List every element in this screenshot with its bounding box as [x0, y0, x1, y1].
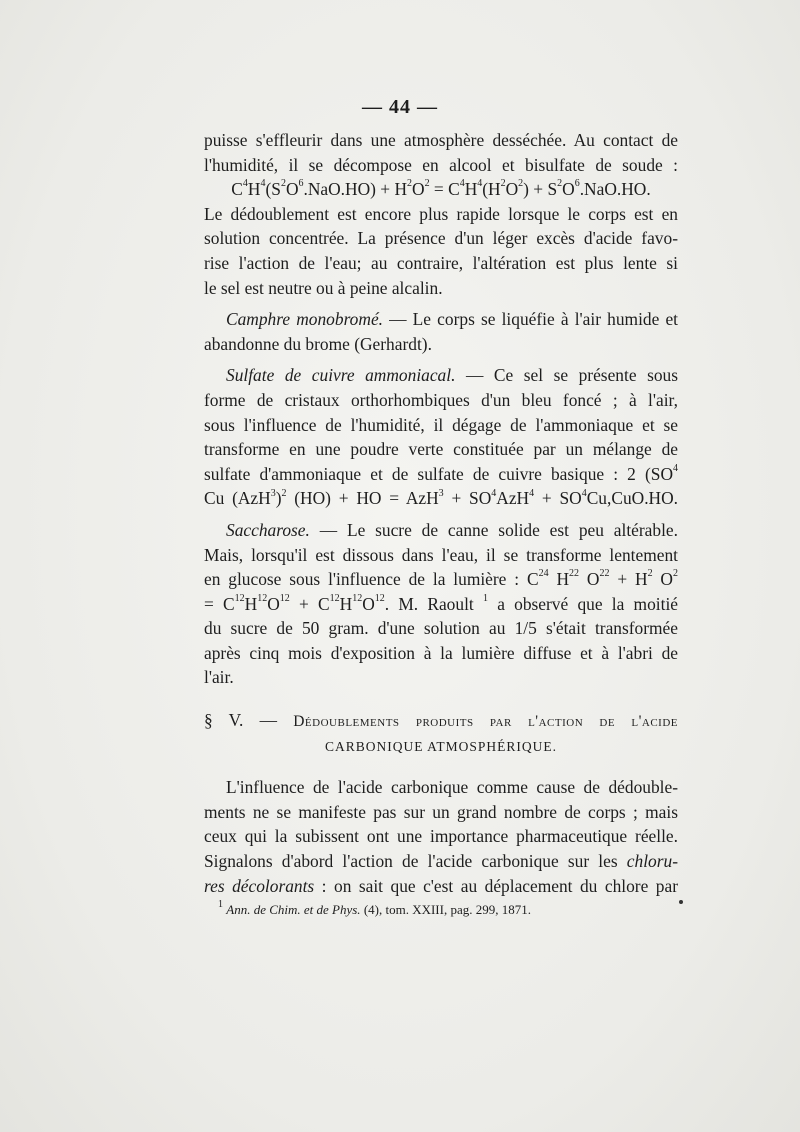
text-line: Camphre monobromé. — Le corps se liquéfie à l'air humide et	[226, 309, 679, 330]
ink-speck	[679, 900, 683, 904]
heading-gap	[204, 757, 678, 775]
text-line: Le dédoublement est encore plus rapide lorsque le corps est en	[204, 203, 678, 224]
footnote: $^1$ Ann. de Chim. et de Phys. (4), tom. XXIII, pag. 299, 1871.	[218, 898, 531, 917]
text-line: transforme en une poudre verte constituée par un mélange de	[204, 439, 678, 460]
paragraph-gap	[204, 300, 678, 307]
text-line: CARBONIQUE ATMOSPHÉRIQUE.	[324, 738, 557, 754]
text-line: abandonne du brome (Gerhardt).	[204, 333, 432, 354]
text-line: solution concentrée. La présence d'un léger excès d'acide favo-	[204, 228, 678, 249]
text-line: rise l'action de l'eau; au contraire, l'altération est plus lente si	[204, 252, 678, 273]
body-text	[204, 128, 678, 898]
text-line: res décolorants : on sait que c'est au déplacement du chlore par	[204, 875, 678, 896]
text-line: l'air.	[204, 667, 234, 688]
text-line: L'influence de l'acide carbonique comme cause de dédouble-	[226, 777, 678, 798]
text-line: forme de cristaux orthorhombiques d'un bleu foncé ; à l'air,	[204, 389, 678, 410]
text-line: après cinq mois d'exposition à la lumière diffuse et à l'abri de	[204, 642, 678, 663]
heading-gap	[204, 690, 678, 708]
text-line: Mais, lorsqu'il est dissous dans l'eau, il se transforme lentement	[204, 544, 678, 565]
text-line: Saccharose. — Le sucre de canne solide est peu altérable.	[226, 519, 678, 540]
text-line: $C^4H^4(S^2O^6.NaO.HO) + H^2O^2 = C^4H^4(H^2O^2) + S^2O^6.NaO.HO$.	[231, 178, 651, 200]
text-line: sous l'influence de l'humidité, il dégage de l'ammoniaque et se	[204, 414, 678, 435]
text-line: Cu $(AzH^3)^2$ (HO) + HO = $AzH^3 + SO^4AzH^4 + SO^4Cu,CuO.HO$.	[204, 487, 679, 509]
text-line: en glucose sous l'influence de la lumière : $C^{24}$ $H^{22}$ $O^{22} + H^2$ $O^2$	[204, 568, 678, 590]
text-line: le sel est neutre ou à peine alcalin.	[204, 277, 443, 298]
text-line: § V. — Dédoublements produits par l'action de l'acide	[204, 710, 678, 731]
page-number: — 44 —	[362, 96, 438, 118]
text-line: = $C^{12}H^{12}O^{12} + C^{12}H^{12}O^{12}$. M. Raoult $^1$ a observé que la moitié	[204, 592, 678, 614]
text-line: ments ne se manifeste pas sur un grand nombre de corps ; mais	[204, 801, 678, 822]
text-line: l'humidité, il se décompose en alcool et bisulfate de soude :	[204, 154, 678, 175]
text-line: Signalons d'abord l'action de l'acide carbonique sur les chloru-	[204, 851, 678, 872]
paragraph-gap	[204, 511, 678, 518]
text-line: Sulfate de cuivre ammoniacal. — Ce sel se présente sous	[226, 365, 678, 386]
text-line: sulfate d'ammoniaque et de sulfate de cuivre basique : 2 ($SO^4$	[204, 462, 678, 484]
text-line: du sucre de 50 gram. d'une solution au 1/5 s'était transformée	[204, 618, 678, 639]
text-line: ceux qui la subissent ont une importance pharmaceutique réelle.	[204, 826, 678, 847]
paragraph-gap	[204, 356, 678, 363]
text-line: puisse s'effleurir dans une atmosphère desséchée. Au contact de	[204, 130, 678, 150]
